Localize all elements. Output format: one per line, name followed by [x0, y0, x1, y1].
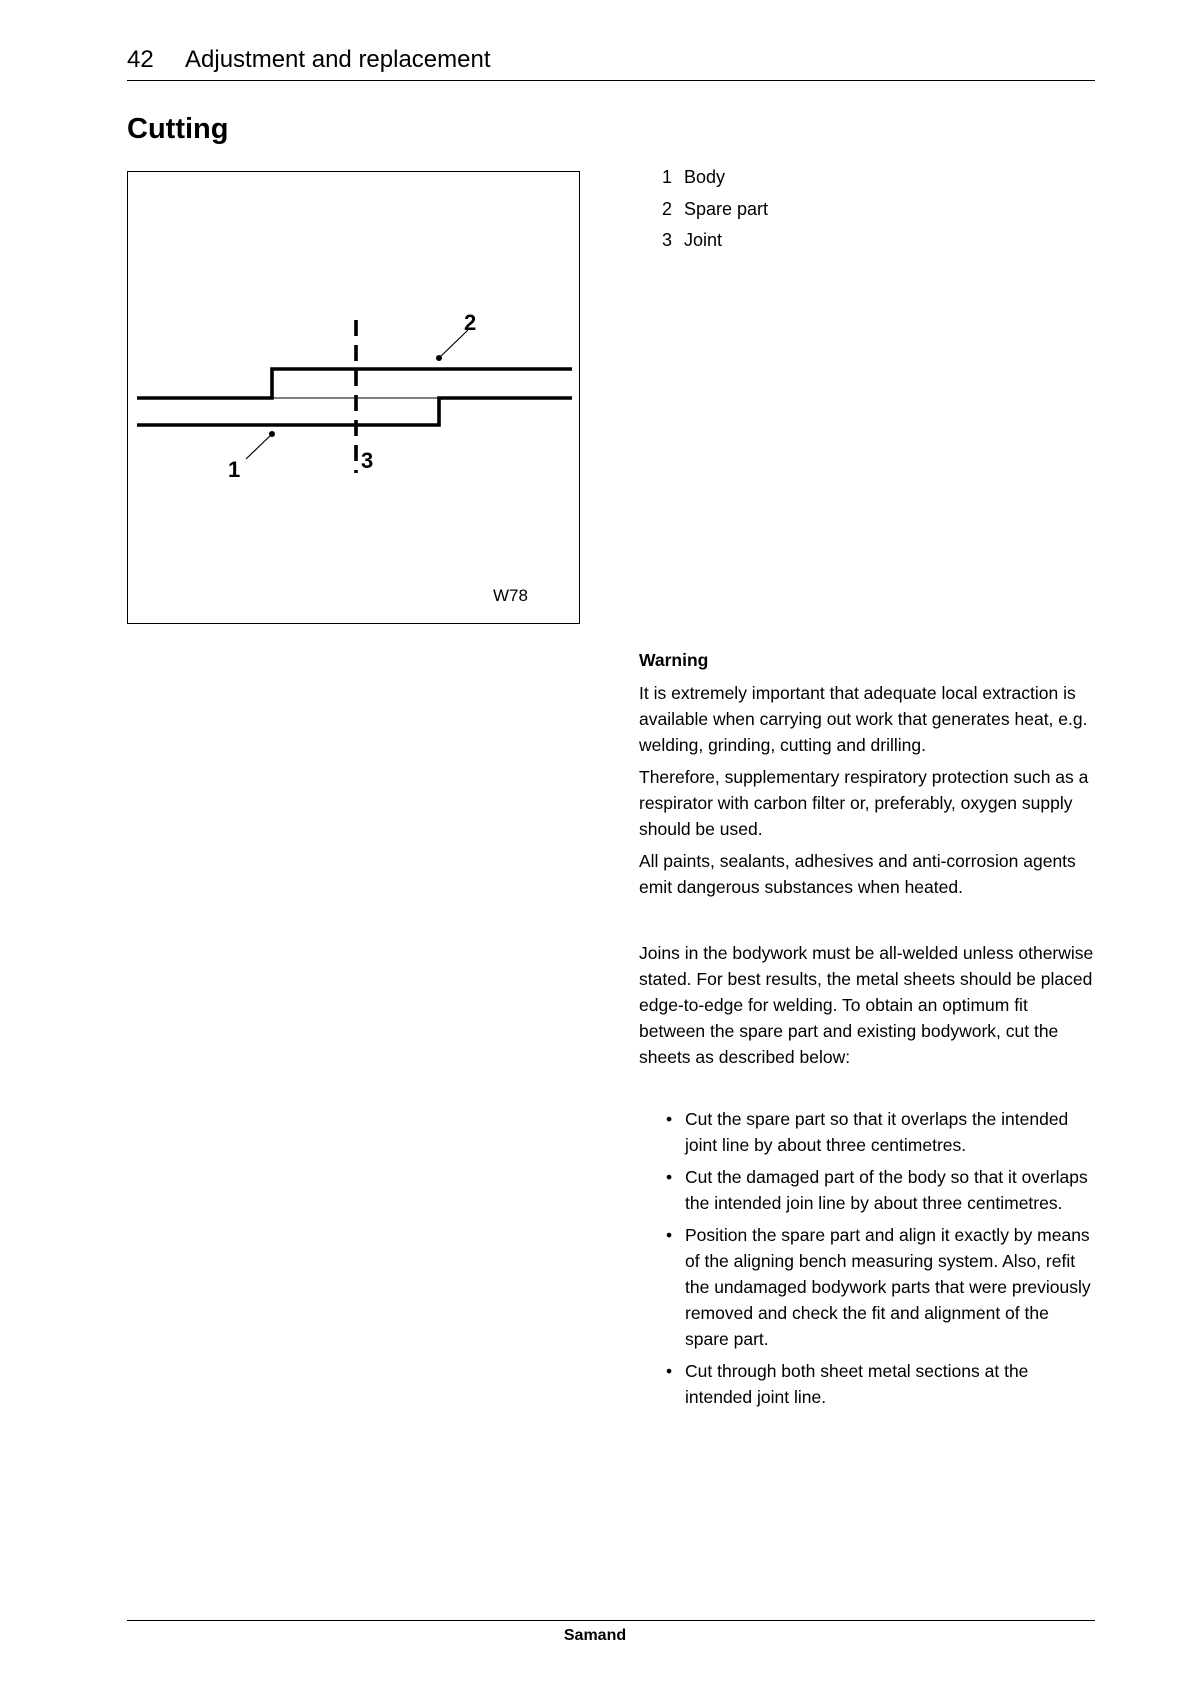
page-number: 42	[127, 46, 154, 73]
callout-3: 3	[361, 448, 374, 473]
leader-1-dot	[269, 431, 275, 437]
legend-label: Joint	[684, 230, 723, 250]
legend-label: Body	[684, 167, 726, 187]
leader-2-dot	[436, 355, 442, 361]
list-item: • Cut the spare part so that it overlaps the intended joint line by about three centimetres.	[639, 1106, 1095, 1158]
legend-number: 1	[662, 167, 673, 187]
cutting-steps	[639, 1106, 1095, 1416]
list-item: • Cut through both sheet metal sections at the intended joint line.	[639, 1358, 1095, 1410]
warning-paragraph: Therefore, supplementary respiratory protection such as a respirator with carbon filter or, preferably, oxygen supply should be used.	[639, 767, 1089, 839]
page-header	[127, 44, 1095, 81]
figure-code: W78	[493, 586, 528, 605]
cutting-diagram	[127, 171, 580, 624]
list-item: • Position the spare part and align it exactly by means of the aligning bench measuring system. Also, refit the undamaged bodywork parts that were previously removed and check the fit and alignment of the spare part.	[639, 1222, 1095, 1352]
intro-paragraph: Joins in the bodywork must be all-welded unless otherwise stated. For best results, the metal sheets should be placed edge-to-edge for welding. To obtain an optimum fit between the spare part and existing bodywork, cut the sheets as described below:	[639, 943, 1094, 1067]
header-title: Adjustment and replacement	[185, 46, 491, 73]
callout-1: 1	[228, 457, 241, 482]
callout-2: 2	[464, 310, 477, 335]
warning-text	[639, 680, 1095, 900]
leader-1	[246, 434, 272, 459]
legend-number: 2	[662, 198, 673, 219]
footer-brand: Samand	[563, 1627, 627, 1644]
intro-text	[639, 940, 1095, 1070]
cutting-diagram-svg	[128, 172, 581, 625]
legend-label: Spare part	[684, 198, 769, 219]
warning-paragraph: All paints, sealants, adhesives and anti-corrosion agents emit dangerous substances when heated.	[639, 851, 1076, 897]
list-item: • Cut the damaged part of the body so that it overlaps the intended join line by about three centimetres.	[639, 1164, 1095, 1216]
warning-title: Warning	[639, 650, 709, 670]
warning-paragraph: It is extremely important that adequate local extraction is available when carrying out work that generates heat, e.g. welding, grinding, cutting and drilling.	[639, 683, 1088, 755]
footer-rule	[127, 1620, 1095, 1621]
section-title: Cutting	[127, 113, 229, 145]
legend-number: 3	[662, 230, 673, 250]
